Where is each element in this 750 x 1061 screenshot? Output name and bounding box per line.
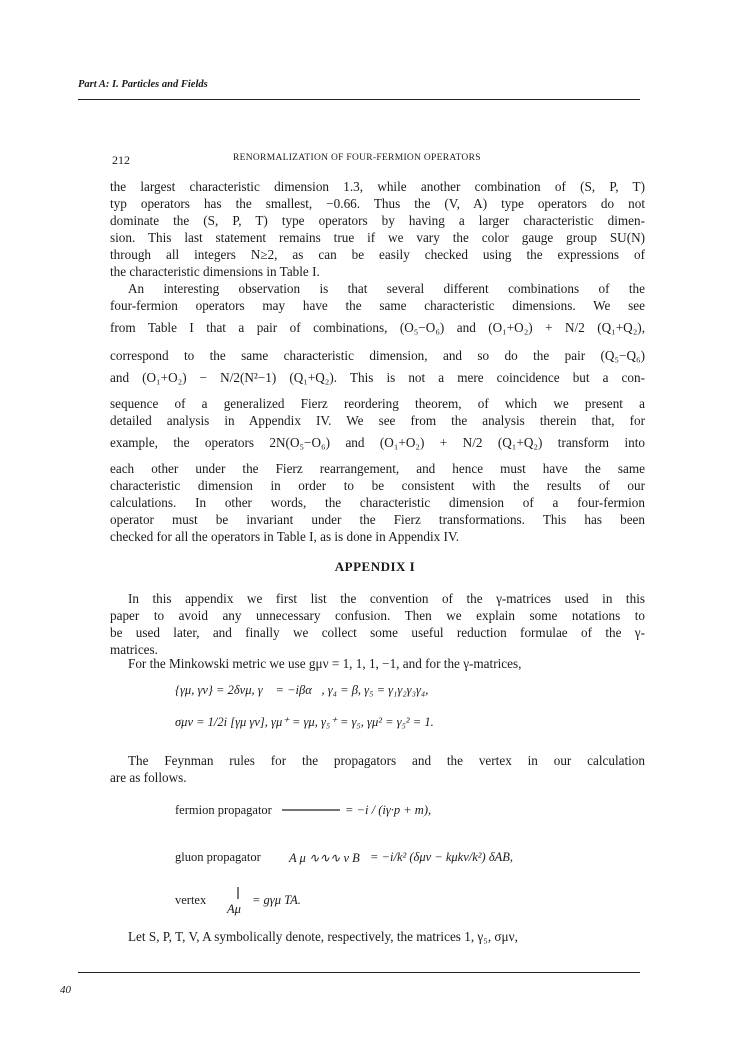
text-line: The Feynman rules for the propagators and the vertex in our calculation	[128, 753, 645, 768]
text-line: correspond to the same characteristic dimension, and so do the pair (Q₅−Q₆)	[110, 348, 645, 363]
text-line: characteristic dimension in order to be consistent with the results of our	[110, 478, 645, 493]
paragraph-4	[110, 655, 645, 672]
text-line: An interesting observation is that several different combinations of the	[128, 281, 645, 296]
paragraph-3	[110, 590, 645, 658]
fermion-propagator-expression: = −i / (iγ·p + m),	[345, 803, 432, 817]
text-line: For the Minkowski metric we use gμν = 1, 1, 1, −1, and for the γ-matrices,	[128, 656, 522, 671]
vertex-expression: = gγμ TA.	[252, 893, 301, 907]
vertex-line-icon	[228, 886, 248, 900]
text-line: typ operators has the smallest, −0.66. Thus the (V, A) type operators do not	[110, 196, 645, 211]
text-line: In this appendix we first list the convention of the γ-matrices used in this	[128, 591, 645, 606]
text-line: each other under the Fierz rearrangement, and hence must have the same	[110, 461, 645, 476]
text-line: sion. This last statement remains true if we vary the color gauge group SU(N)	[110, 230, 645, 245]
paragraph-6	[110, 928, 645, 945]
equation-anticommutator: {γμ, γν} = 2δνμ, γ⃗ = −iβα⃗, γ₄ = β, γ₅ = γ₁γ₂γ₃γ₄,	[175, 683, 429, 697]
text-line: example, the operators 2N(O₅−O₆) and (O₁+O₂) + N/2 (Q₁+Q₂) transform into	[110, 435, 645, 450]
text-line: Let S, P, T, V, A symbolically denote, respectively, the matrices 1, γ₅, σμν,	[128, 929, 518, 944]
text-line: sequence of a generalized Fierz reordering theorem, of which we present a	[110, 396, 645, 411]
vertex-endpoint: Aμ	[227, 902, 241, 916]
paragraph-1	[110, 178, 645, 280]
text-line: dominate the (S, P, T) type operators by having a larger characteristic dimen-	[110, 213, 645, 228]
fermion-propagator-label: fermion propagator	[175, 803, 272, 817]
text-line: are as follows.	[110, 770, 187, 785]
running-head: RENORMALIZATION OF FOUR-FERMION OPERATORS	[233, 153, 481, 163]
gluon-endpoints: A μ ∿∿∿ ν B	[289, 851, 360, 865]
equation-sigma: σμν = 1/2i [γμ γν], γμ⁺ = γμ, γ₅⁺ = γ₅, γμ² = γ₅² = 1.	[175, 715, 434, 729]
text-line: through all integers N≥2, as can be easily checked using the expressions of	[110, 247, 645, 262]
page-number: 212	[112, 153, 130, 167]
text-line: from Table I that a pair of combinations, (O₅−O₆) and (O₁+O₂) + N/2 (Q₁+Q₂),	[110, 320, 645, 335]
text-line: matrices.	[110, 642, 158, 657]
footer-page-number: 40	[60, 984, 71, 996]
paragraph-5	[110, 752, 645, 786]
header-rule	[78, 99, 640, 100]
paragraph-2	[110, 280, 645, 545]
text-line: checked for all the operators in Table I, as is done in Appendix IV.	[110, 529, 460, 544]
text-line: operator must be invariant under the Fierz transformations. This has been	[110, 512, 645, 527]
text-line: detailed analysis in Appendix IV. We see from the analysis therein that, for	[110, 413, 645, 428]
text-line: calculations. In other words, the characteristic dimension of a four-fermion	[110, 495, 645, 510]
text-line: four-fermion operators may have the same characteristic dimensions. We see	[110, 298, 645, 313]
gluon-propagator-expression: = −i/k² (δμν − kμkν/k²) δAB,	[370, 850, 514, 864]
text-line: the largest characteristic dimension 1.3, while another combination of (S, P, T)	[110, 179, 645, 194]
gluon-propagator-label: gluon propagator	[175, 850, 261, 864]
fermion-line-icon	[282, 805, 342, 815]
section-label: Part A: I. Particles and Fields	[78, 79, 208, 90]
text-line: and (O₁+O₂) − N/2(N²−1) (Q₁+Q₂). This is not a mere coincidence but a con-	[110, 370, 645, 385]
vertex-label: vertex	[175, 893, 207, 907]
footer-rule	[78, 972, 640, 973]
text-line: paper to avoid any unnecessary confusion. Then we explain some notations to	[110, 608, 645, 623]
text-line: be used later, and finally we collect some useful reduction formulae of the γ-	[110, 625, 645, 640]
text-line: the characteristic dimensions in Table I.	[110, 264, 320, 279]
appendix-title: APPENDIX I	[334, 559, 416, 574]
